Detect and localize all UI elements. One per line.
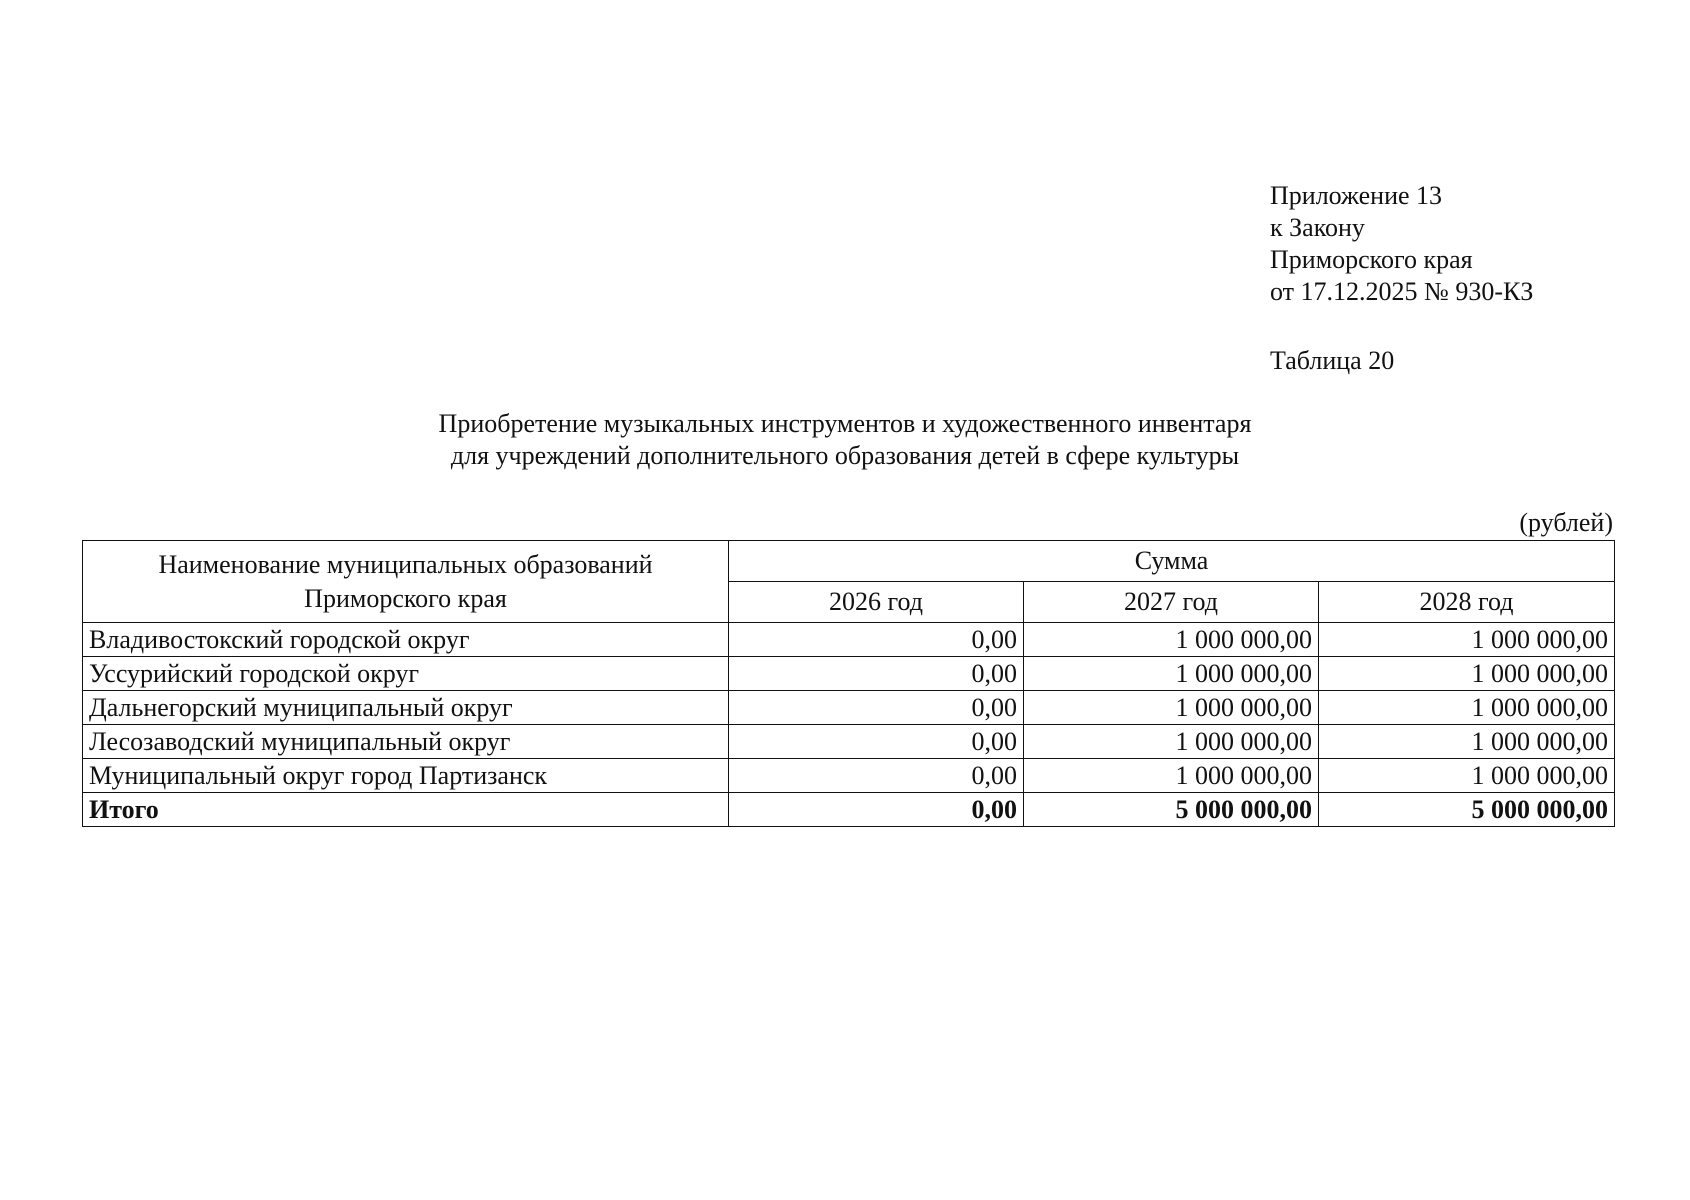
table-row xyxy=(83,657,1615,691)
document-title xyxy=(0,408,1690,472)
amount-2026: 0,00 xyxy=(729,691,1024,725)
amount-2026: 0,00 xyxy=(729,725,1024,759)
column-header-2027: 2027 год xyxy=(1024,582,1319,623)
amount-2026: 0,00 xyxy=(729,623,1024,657)
appendix-block xyxy=(1270,180,1533,308)
column-header-2028: 2028 год xyxy=(1319,582,1615,623)
amount-2027: 1 000 000,00 xyxy=(1024,623,1319,657)
appendix-line: Приложение 13 xyxy=(1270,181,1443,210)
amount-2027: 1 000 000,00 xyxy=(1024,691,1319,725)
amount-2027: 1 000 000,00 xyxy=(1024,657,1319,691)
total-2028: 5 000 000,00 xyxy=(1319,793,1615,827)
column-header-sum: Сумма xyxy=(729,541,1615,582)
table-row xyxy=(83,759,1615,793)
budget-table xyxy=(82,540,1615,827)
total-row xyxy=(83,793,1615,827)
units-label: (рублей) xyxy=(1519,508,1613,537)
column-header-2026: 2026 год xyxy=(729,582,1024,623)
table-row xyxy=(83,623,1615,657)
appendix-line: к Закону xyxy=(1270,213,1365,242)
amount-2028: 1 000 000,00 xyxy=(1319,691,1615,725)
amount-2027: 1 000 000,00 xyxy=(1024,725,1319,759)
amount-2028: 1 000 000,00 xyxy=(1319,657,1615,691)
municipality-name: Муниципальный округ город Партизанск xyxy=(83,759,729,793)
municipality-name: Дальнегорский муниципальный округ xyxy=(83,691,729,725)
table-row xyxy=(83,691,1615,725)
table-number: Таблица 20 xyxy=(1270,346,1395,375)
amount-2028: 1 000 000,00 xyxy=(1319,623,1615,657)
column-header-name: Наименование муниципальных образований Приморского края xyxy=(83,541,729,623)
amount-2028: 1 000 000,00 xyxy=(1319,725,1615,759)
amount-2027: 1 000 000,00 xyxy=(1024,759,1319,793)
title-line: для учреждений дополнительного образования детей в сфере культуры xyxy=(450,441,1240,470)
appendix-line: от 17.12.2025 № 930-КЗ xyxy=(1270,277,1534,306)
total-2027: 5 000 000,00 xyxy=(1024,793,1319,827)
total-2026: 0,00 xyxy=(729,793,1024,827)
table-row xyxy=(83,725,1615,759)
appendix-line: Приморского края xyxy=(1270,245,1473,274)
municipality-name: Лесозаводский муниципальный округ xyxy=(83,725,729,759)
municipality-name: Уссурийский городской округ xyxy=(83,657,729,691)
amount-2028: 1 000 000,00 xyxy=(1319,759,1615,793)
amount-2026: 0,00 xyxy=(729,657,1024,691)
amount-2026: 0,00 xyxy=(729,759,1024,793)
total-label: Итого xyxy=(83,793,729,827)
municipality-name: Владивостокский городской округ xyxy=(83,623,729,657)
title-line: Приобретение музыкальных инструментов и художественного инвентаря xyxy=(438,409,1252,438)
